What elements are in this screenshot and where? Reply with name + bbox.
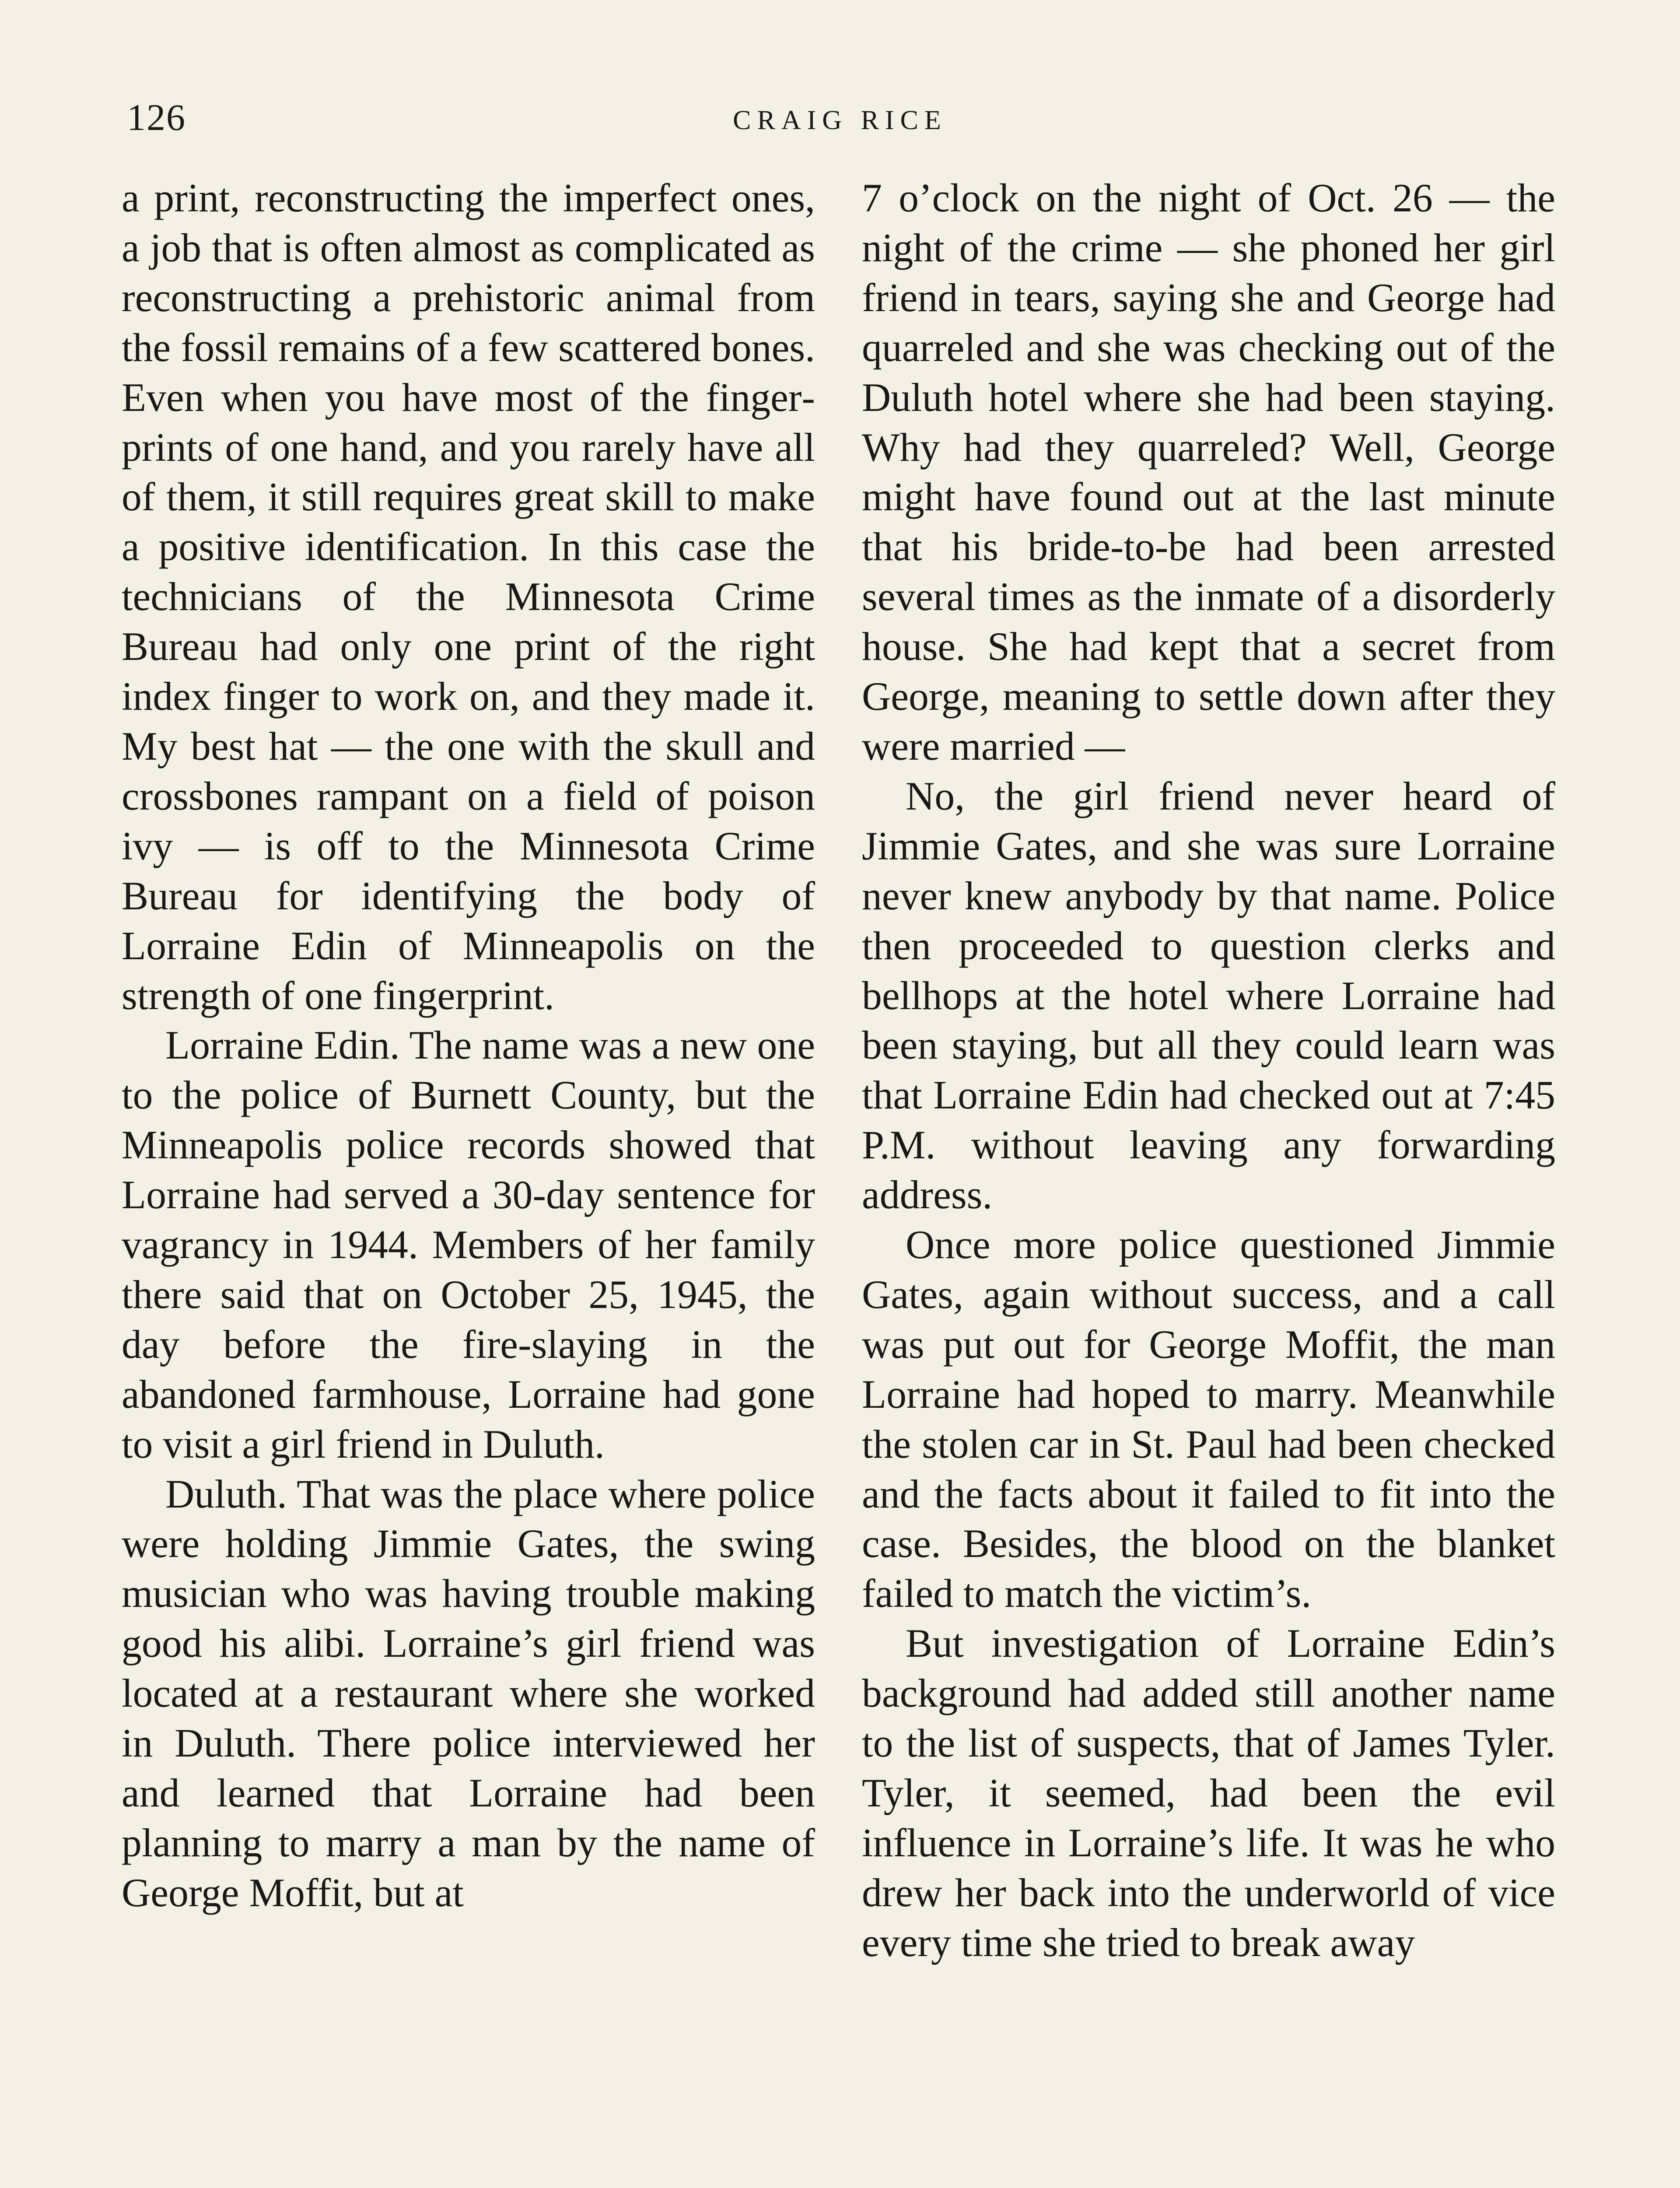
paragraph: Lorraine Edin. The name was a new one to the police of Burnett County, but the Minneapolis police records showed that Lorraine had served a 30-day sentence for vagrancy in 1944. Members of her family there said that on October 25, 1945, the day before the fire-slaying in the abandoned farmhouse, Lorraine had gone to visit a girl friend in Duluth. [122, 1023, 815, 1466]
paragraph: Duluth. That was the place where police were holding Jimmie Gates, the swing musician who was having trouble making good his alibi. Lorraine’s girl friend was located at a restaurant where she worked in Duluth. There police interviewed her and learned that Lorraine had been planning to marry a man by the name of George Moffit, but at [122, 1471, 815, 1915]
text-column-left [122, 173, 815, 1918]
paragraph: Once more police questioned Jimmie Gates, again without success, and a call was put out for George Moffit, the man Lorraine had hoped to marry. Meanwhile the stolen car in St. Paul had been checked and the facts about it failed to fit into the case. Besides, the blood on the blanket failed to match the victim’s. [862, 1222, 1555, 1616]
paragraph: a print, reconstructing the imperfect ones, a job that is often almost as complicated as reconstructing a prehistoric animal from the fossil remains of a few scattered bones. Even when you have most of the fingerprints of one hand, and you rarely have all of them, it still requires great skill to make a positive identification. In this case the technicians of the Minnesota Crime Bureau had only one print of the right index finger to work on, and they made it. My best hat — the one with the skull and crossbones rampant on a field of poison ivy — is off to the Minnesota Crime Bureau for identifying the body of Lorraine Edin of Minneapolis on the strength of one fingerprint. [122, 175, 815, 1018]
page-number: 126 [127, 96, 186, 138]
running-head-author: CRAIG RICE [733, 105, 947, 135]
paragraph: But investigation of Lorraine Edin’s background had added still another name to the list of suspects, that of James Tyler. Tyler, it seemed, had been the evil influence in Lorraine’s life. It was he who drew her back into the underworld of vice every time she tried to break away [862, 1621, 1555, 1965]
text-column-right [862, 173, 1555, 1968]
paragraph: No, the girl friend never heard of Jimmie Gates, and she was sure Lorraine never knew anybody by that name. Police then proceeded to question clerks and bellhops at the hotel where Lorraine had been staying, but all they could learn was that Lorraine Edin had checked out at 7:45 P.M. without leaving any forwarding address. [862, 773, 1555, 1217]
paragraph: 7 o’clock on the night of Oct. 26 — the night of the crime — she phoned her girl friend in tears, saying she and George had quarreled and she was checking out of the Duluth hotel where she had been staying. Why had they quarreled? Well, George might have found out at the last minute that his bride-to-be had been arrested several times as the inmate of a disorderly house. She had kept that a secret from George, meaning to settle down after they were married — [862, 175, 1555, 768]
